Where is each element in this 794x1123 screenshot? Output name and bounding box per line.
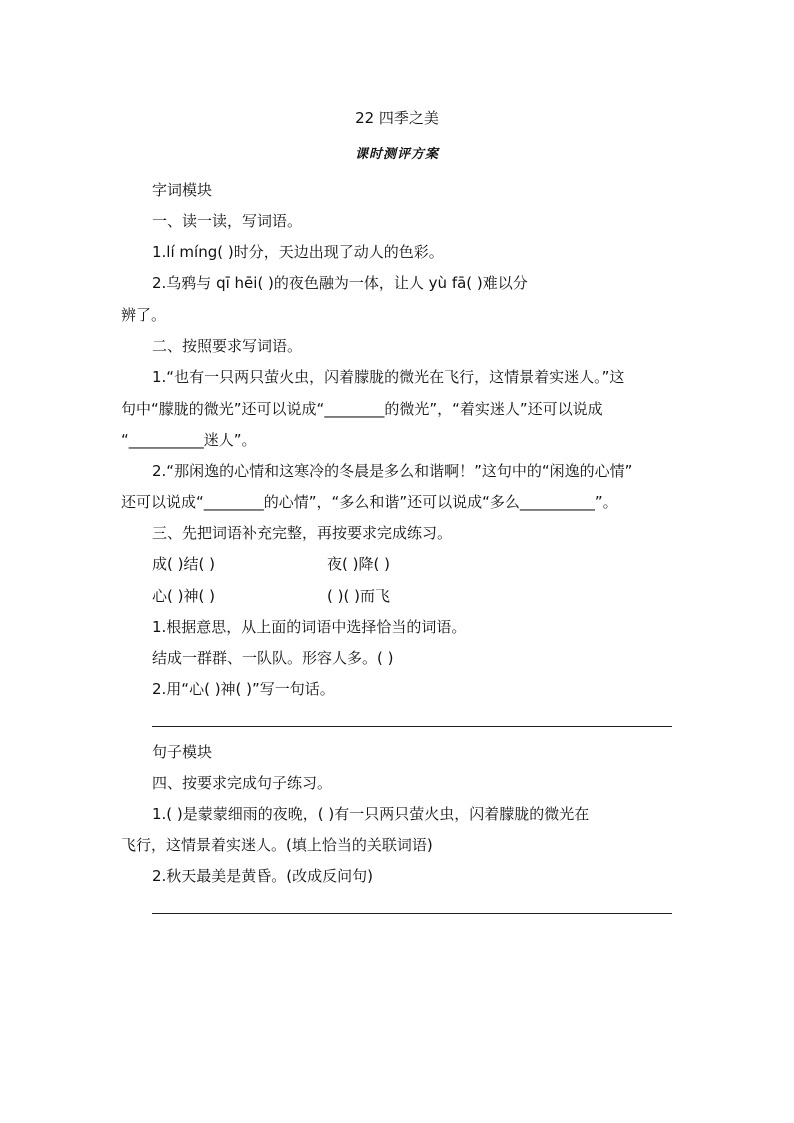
question-3-word-3: 心( )神( ) bbox=[152, 587, 215, 605]
question-2-item-2-line-2: 还可以说成“________的心情”，“多么和谐”还可以说成“多么__________”。 bbox=[121, 493, 618, 511]
question-3-word-1: 成( )结( ) bbox=[152, 555, 215, 573]
question-2-heading: 二、按照要求写词语。 bbox=[152, 337, 303, 355]
question-4-item-1-line-2: 飞行，这情景着实迷人。(填上恰当的关联词语) bbox=[121, 836, 433, 854]
question-3-word-4: ( )( )而飞 bbox=[327, 587, 390, 605]
question-1-item-2-line-1: 2.乌鸦与 qī hēi( )的夜色融为一体，让人 yù fā( )难以分 bbox=[152, 274, 528, 292]
answer-line-2[interactable] bbox=[152, 913, 672, 914]
question-3-heading: 三、先把词语补充完整，再按要求完成练习。 bbox=[152, 524, 453, 542]
question-4-item-1-line-1: 1.( )是蒙蒙细雨的夜晚，( )有一只两只萤火虫，闪着朦胧的微光在 bbox=[152, 805, 590, 823]
question-3-sub-1-detail: 结成一群群、一队队。形容人多。( ) bbox=[152, 649, 394, 667]
question-3-sub-2: 2.用“心( )神( )”写一句话。 bbox=[152, 680, 335, 698]
question-1-item-1: 1.lí míng( )时分，天边出现了动人的色彩。 bbox=[152, 243, 444, 261]
page-title: 22 四季之美 bbox=[355, 109, 439, 127]
answer-line-1[interactable] bbox=[152, 726, 672, 727]
question-1-heading: 一、读一读，写词语。 bbox=[152, 212, 303, 230]
page-subtitle: 课时测评方案 bbox=[354, 147, 439, 162]
question-2-item-2-line-1: 2.“那闲逸的心情和这寒冷的冬晨是多么和谐啊！”这句中的“闲逸的心情” bbox=[152, 462, 633, 480]
question-3-sub-1: 1.根据意思，从上面的词语中选择恰当的词语。 bbox=[152, 618, 467, 636]
question-1-item-2-line-2: 辨了。 bbox=[121, 306, 167, 324]
section-heading-sentences: 句子模块 bbox=[152, 743, 213, 761]
section-heading-words: 字词模块 bbox=[152, 181, 213, 199]
question-2-item-1-line-3: “__________迷人”。 bbox=[121, 431, 257, 449]
question-3-word-2: 夜( )降( ) bbox=[327, 555, 390, 573]
question-4-heading: 四、按要求完成句子练习。 bbox=[152, 774, 333, 792]
question-4-item-2: 2.秋天最美是黄昏。(改成反问句) bbox=[152, 867, 374, 885]
question-2-item-1-line-2: 句中“朦胧的微光”还可以说成“________的微光”，“着实迷人”还可以说成 bbox=[121, 400, 603, 418]
question-2-item-1-line-1: 1.“也有一只两只萤火虫，闪着朦胧的微光在飞行，这情景着实迷人。”这 bbox=[152, 368, 625, 386]
